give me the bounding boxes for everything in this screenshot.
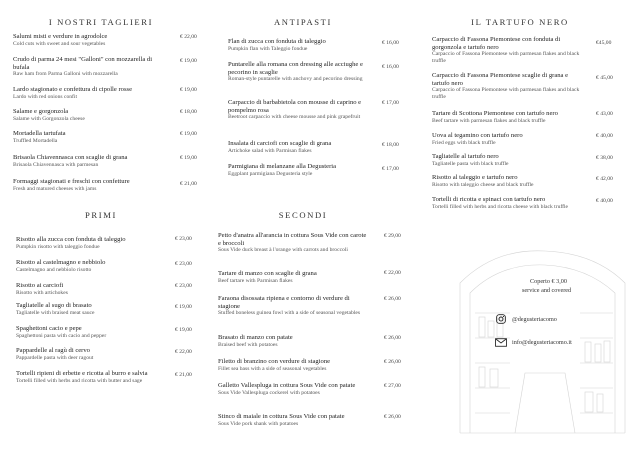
dish-translation: Tortelli filled with herbs and ricotta cheese with black truffle: [432, 203, 569, 210]
dish-name: Salumi misti e verdure in agrodolce: [13, 33, 108, 40]
list-item: [432, 174, 587, 188]
dish-translation: Fillet sea bass with a side of seasonal vegetables: [218, 365, 327, 372]
dish-name: Risotto al castelmagno e nebbiolo: [16, 259, 106, 266]
dish-price: € 19,00: [180, 87, 197, 93]
dish-translation: Pumpkin risotto with taleggio fondue: [16, 243, 100, 250]
list-item: [218, 334, 368, 348]
dish-price: € 23,00: [175, 283, 192, 289]
dish-price: € 38,00: [596, 155, 613, 161]
dish-price: € 19,00: [180, 58, 197, 64]
dish-name: Formaggi stagionati e freschi con confetture: [13, 178, 130, 185]
dish-translation: Pappardelle pasta with deer ragout: [16, 354, 94, 361]
list-item: [218, 232, 368, 254]
dish-name: Pappardelle al ragù di cervo: [16, 347, 90, 354]
list-item: [218, 295, 368, 317]
dish-price: € 22,00: [180, 34, 197, 40]
list-item: [218, 358, 373, 372]
dish-price: €45,00: [596, 40, 612, 46]
dish-translation: Braised beef with potatoes: [218, 341, 278, 348]
dish-price: € 27,00: [384, 383, 401, 389]
dish-name: Brasato di manzo con patate: [218, 334, 293, 341]
dish-name: Parmigiana di melanzane alla Degusteria: [228, 163, 337, 170]
list-item: [16, 347, 166, 361]
dish-translation: Lardo with red onions confit: [13, 93, 78, 100]
list-item: [432, 196, 587, 210]
dish-name: Faraona disossata ripiena e contorno di verdure di stagione: [218, 295, 350, 310]
dish-name: Tagliatelle al sugo di brasato: [16, 302, 92, 309]
list-item: [16, 236, 166, 250]
list-item: [432, 110, 587, 124]
dish-name: Salame e gorgonzola: [13, 108, 69, 115]
dish-name: Carpaccio di Fassona Piemontese scaglie di grana e tartufo nero: [432, 72, 569, 87]
dish-price: € 26,00: [384, 359, 401, 365]
dish-price: € 42,00: [596, 176, 613, 182]
dish-translation: Castelmagno and nebbiolo risotto: [16, 266, 92, 273]
dish-translation: Cold cuts with sweet and sour vegetables: [13, 40, 106, 47]
dish-name: Risotto alla zucca con fonduta di taleggio: [16, 236, 126, 243]
list-item: [432, 72, 582, 100]
dish-name: Filetto di branzino con verdure di stagione: [218, 358, 331, 365]
dish-price: € 16,00: [382, 64, 399, 70]
dish-translation: Pumpkin flan with Taleggio fondue: [228, 45, 308, 52]
dish-name: Petto d'anatra all'arancia in cottura Sous Vide con carote e broccoli: [218, 232, 367, 247]
dish-translation: Carpaccio of Fassona Piemontese with parmesan flakes and black truffle: [432, 87, 580, 100]
dish-translation: Carpaccio of Fassona Piemontese with parmesan flakes and black truffle: [432, 51, 580, 64]
dish-price: € 26,00: [384, 296, 401, 302]
list-item: [228, 99, 368, 121]
dish-name: Flan di zucca con fonduta di taleggio: [228, 38, 326, 45]
service-text: service and covered: [522, 287, 572, 294]
list-item: [16, 259, 166, 273]
secondi-title: SECONDI: [278, 210, 328, 220]
dish-price: € 45,00: [596, 75, 613, 81]
dish-price: € 19,00: [180, 155, 197, 161]
dish-name: Insalata di carciofi con scaglie di grana: [228, 140, 332, 147]
email-address[interactable]: info@degusteriacomo.it: [512, 339, 572, 346]
list-item: [16, 302, 166, 316]
list-item: [228, 61, 363, 83]
list-item: [13, 130, 173, 144]
dish-price: € 19,00: [175, 327, 192, 333]
list-item: [218, 382, 368, 396]
list-item: [432, 132, 582, 146]
primi-title: PRIMI: [85, 210, 117, 220]
dish-price: € 26,00: [384, 335, 401, 341]
list-item: [16, 370, 158, 384]
coperto-text: Coperto € 3,00: [530, 278, 567, 285]
dish-name: Tortelli ripieni di erbette e ricotta al burro e salvia: [16, 370, 148, 377]
dish-translation: Beef tartare with Parmisan flakes: [218, 277, 293, 284]
dish-price: € 21,00: [180, 181, 197, 187]
dish-translation: Brisaola Chiavennasca with parmesan: [13, 161, 99, 168]
dish-price: € 22,00: [175, 349, 192, 355]
dish-price: € 17,00: [382, 100, 399, 106]
dish-name: Tagliatelle al tartufo nero: [432, 153, 499, 160]
dish-price: € 26,00: [384, 414, 401, 420]
dish-translation: Risotto with artichokes: [16, 289, 68, 296]
tartufo-title: IL TARTUFO NERO: [471, 17, 569, 27]
dish-translation: Tagliatelle pasta with black truffle: [432, 160, 509, 167]
list-item: [13, 56, 168, 78]
dish-translation: Sous Vide duck breast à l'orange with carrots and broccoli: [218, 247, 348, 254]
dish-translation: Stuffed boneless guinea fowl with a side of seasonal vegetables: [218, 310, 361, 317]
dish-translation: Sous Vide Vallespluga cockerel with potatoes: [218, 389, 320, 396]
dish-price: € 17,00: [382, 166, 399, 172]
dish-price: € 40,00: [596, 198, 613, 204]
dish-name: Risotto al taleggio e tartufo nero: [432, 174, 518, 181]
dish-name: Tartare di manzo con scaglie di grana: [218, 270, 317, 277]
dish-name: Risotto ai carciofi: [16, 282, 64, 289]
dish-price: € 21,00: [175, 372, 192, 378]
dish-translation: Spaghettoni pasta with cacio and pepper: [16, 332, 107, 339]
list-item: [13, 86, 178, 100]
dish-name: Tortelli di ricotta e spinaci con tartufo nero: [432, 196, 546, 203]
dish-price: € 22,00: [384, 270, 401, 276]
instagram-icon[interactable]: [496, 314, 506, 324]
list-item: [228, 163, 378, 177]
dish-name: Tartare di Scottona Piemontese con tartufo nero: [432, 110, 558, 117]
list-item: [16, 282, 166, 296]
list-item: [16, 325, 166, 339]
instagram-handle[interactable]: @degusteriacomo: [512, 316, 557, 323]
taglieri-title: I NOSTRI TAGLIERI: [48, 17, 154, 27]
dish-translation: Truffled Mortadella: [13, 137, 58, 144]
dish-price: € 19,00: [175, 304, 192, 310]
dish-translation: Salame with Gorgonzola cheese: [13, 115, 85, 122]
list-item: [13, 154, 178, 168]
dish-name: Galletto Vallespluga in cottura Sous Vide con patate: [218, 382, 356, 389]
list-item: [13, 33, 173, 47]
dish-translation: Eggplant parmigiana Degusteria style: [228, 170, 313, 177]
dish-translation: Beef tartare with parmesan flakes and black truffle: [432, 117, 546, 124]
dish-translation: Roman-style puntarelle with anchovy and pecorino dressing: [228, 76, 363, 83]
list-item: [13, 108, 173, 122]
dish-translation: Sous Vide pork shank with potatoes: [218, 420, 299, 427]
dish-name: Mortadella tartufata: [13, 130, 66, 137]
list-item: [218, 270, 368, 284]
dish-translation: Raw ham from Parma Galloni with mozzarella: [13, 71, 118, 78]
dish-name: Lardo stagionato e confettura di cipolle rosse: [13, 86, 133, 93]
dish-translation: Fresh and matured cheeses with jams: [13, 185, 97, 192]
dish-name: Puntarelle alla romana con dressing alle acciughe e pecorino in scaglie: [228, 61, 363, 76]
dish-price: € 23,00: [175, 261, 192, 267]
dish-name: Brisaola Chiavennasca con scaglie di grana: [13, 154, 128, 161]
list-item: [218, 413, 378, 427]
dish-name: Spaghettoni cacio e pepe: [16, 325, 82, 332]
list-item: [228, 140, 373, 154]
dish-name: Crudo di parma 24 mesi "Galloni" con mozzarella di bufala: [13, 56, 153, 71]
dish-translation: Risotto with taleggio cheese and black truffle: [432, 181, 534, 188]
dish-name: Uova al tegamino con tartufo nero: [432, 132, 523, 139]
dish-translation: Fried eggs with black truffle: [432, 139, 496, 146]
dish-translation: Tagliatelle with braised meat sauce: [16, 309, 95, 316]
dish-price: € 16,00: [382, 40, 399, 46]
list-item: [228, 38, 373, 52]
dish-name: Carpaccio di Fassona Piemontese con fonduta di gorgonzola e tartufo nero: [432, 36, 561, 51]
dish-price: € 23,00: [175, 236, 192, 242]
dish-price: € 43,00: [596, 111, 613, 117]
antipasti-title: ANTIPASTI: [273, 17, 332, 27]
dish-price: € 29,00: [384, 233, 401, 239]
dish-translation: Beetroot carpaccio with cheese mousse and pink grapefruit: [228, 114, 361, 121]
list-item: [432, 36, 582, 64]
dish-price: € 19,00: [180, 131, 197, 137]
dish-name: Carpaccio di barbabietola con mousse di caprino e pompelmo rosa: [228, 99, 362, 114]
list-item: [13, 178, 178, 192]
dish-price: € 18,00: [180, 109, 197, 115]
dish-translation: Tortelli filled with herbs and ricotta with butter and sage: [16, 377, 143, 384]
mail-icon[interactable]: [495, 338, 507, 347]
dish-translation: Artichoke salad with Parmisan flakes: [228, 147, 312, 154]
list-item: [432, 153, 582, 167]
dish-price: € 18,00: [382, 142, 399, 148]
dish-price: € 40,00: [596, 133, 613, 139]
dish-name: Stinco di maiale in cottura Sous Vide con patate: [218, 413, 345, 420]
